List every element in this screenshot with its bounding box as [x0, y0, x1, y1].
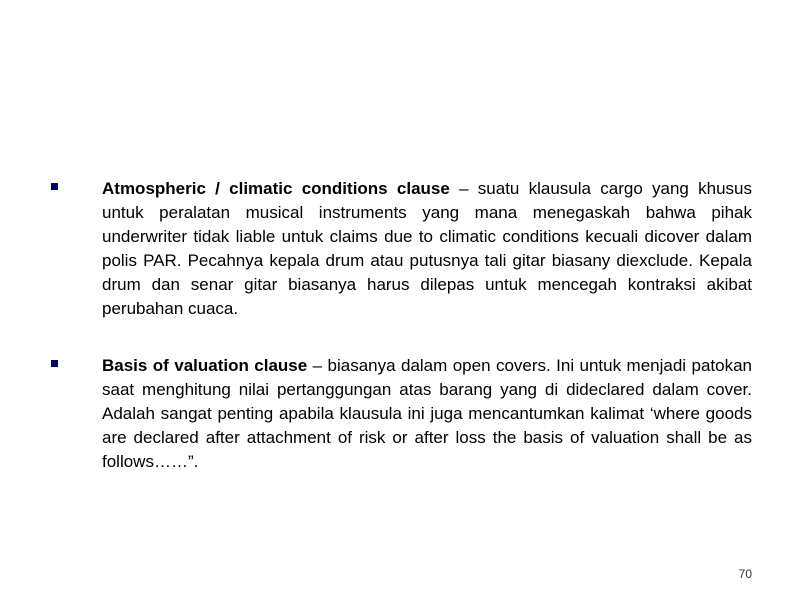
square-bullet-icon	[51, 183, 58, 190]
bullet-text	[102, 354, 752, 474]
page-number: 70	[738, 567, 752, 581]
clause-term: Atmospheric / climatic conditions clause	[102, 179, 450, 198]
clause-separator: –	[307, 356, 328, 375]
bullet-item-valuation-clause	[0, 354, 800, 474]
bullet-item-atmospheric-clause	[0, 177, 800, 321]
bullet-text	[102, 177, 752, 321]
square-bullet-icon	[51, 360, 58, 367]
clause-description: suatu klausula cargo yang khusus untuk peralatan musical instruments yang mana menegaskah bahwa pihak underwriter tidak liable untuk claims due to climatic conditions kecuali dicover dalam polis PAR. Pecahnya kepala drum atau putusnya tali gitar biasany diexclude. Kepala drum dan senar gitar biasanya harus dilepas untuk mencegah kontraksi akibat perubahan cuaca.	[102, 179, 752, 318]
clause-term: Basis of valuation clause	[102, 356, 308, 375]
clause-separator: –	[449, 179, 478, 198]
bullet-list	[0, 177, 800, 507]
clause-description: biasanya dalam open covers. Ini untuk menjadi patokan saat menghitung nilai pertanggungan atas barang yang di dideclared dalam cover. Adalah sangat penting apabila klausula ini juga mencantumkan kalimat ‘where goods are declared after attachment of risk or after loss the basis of valuation shall be as follows……”.	[102, 356, 752, 471]
